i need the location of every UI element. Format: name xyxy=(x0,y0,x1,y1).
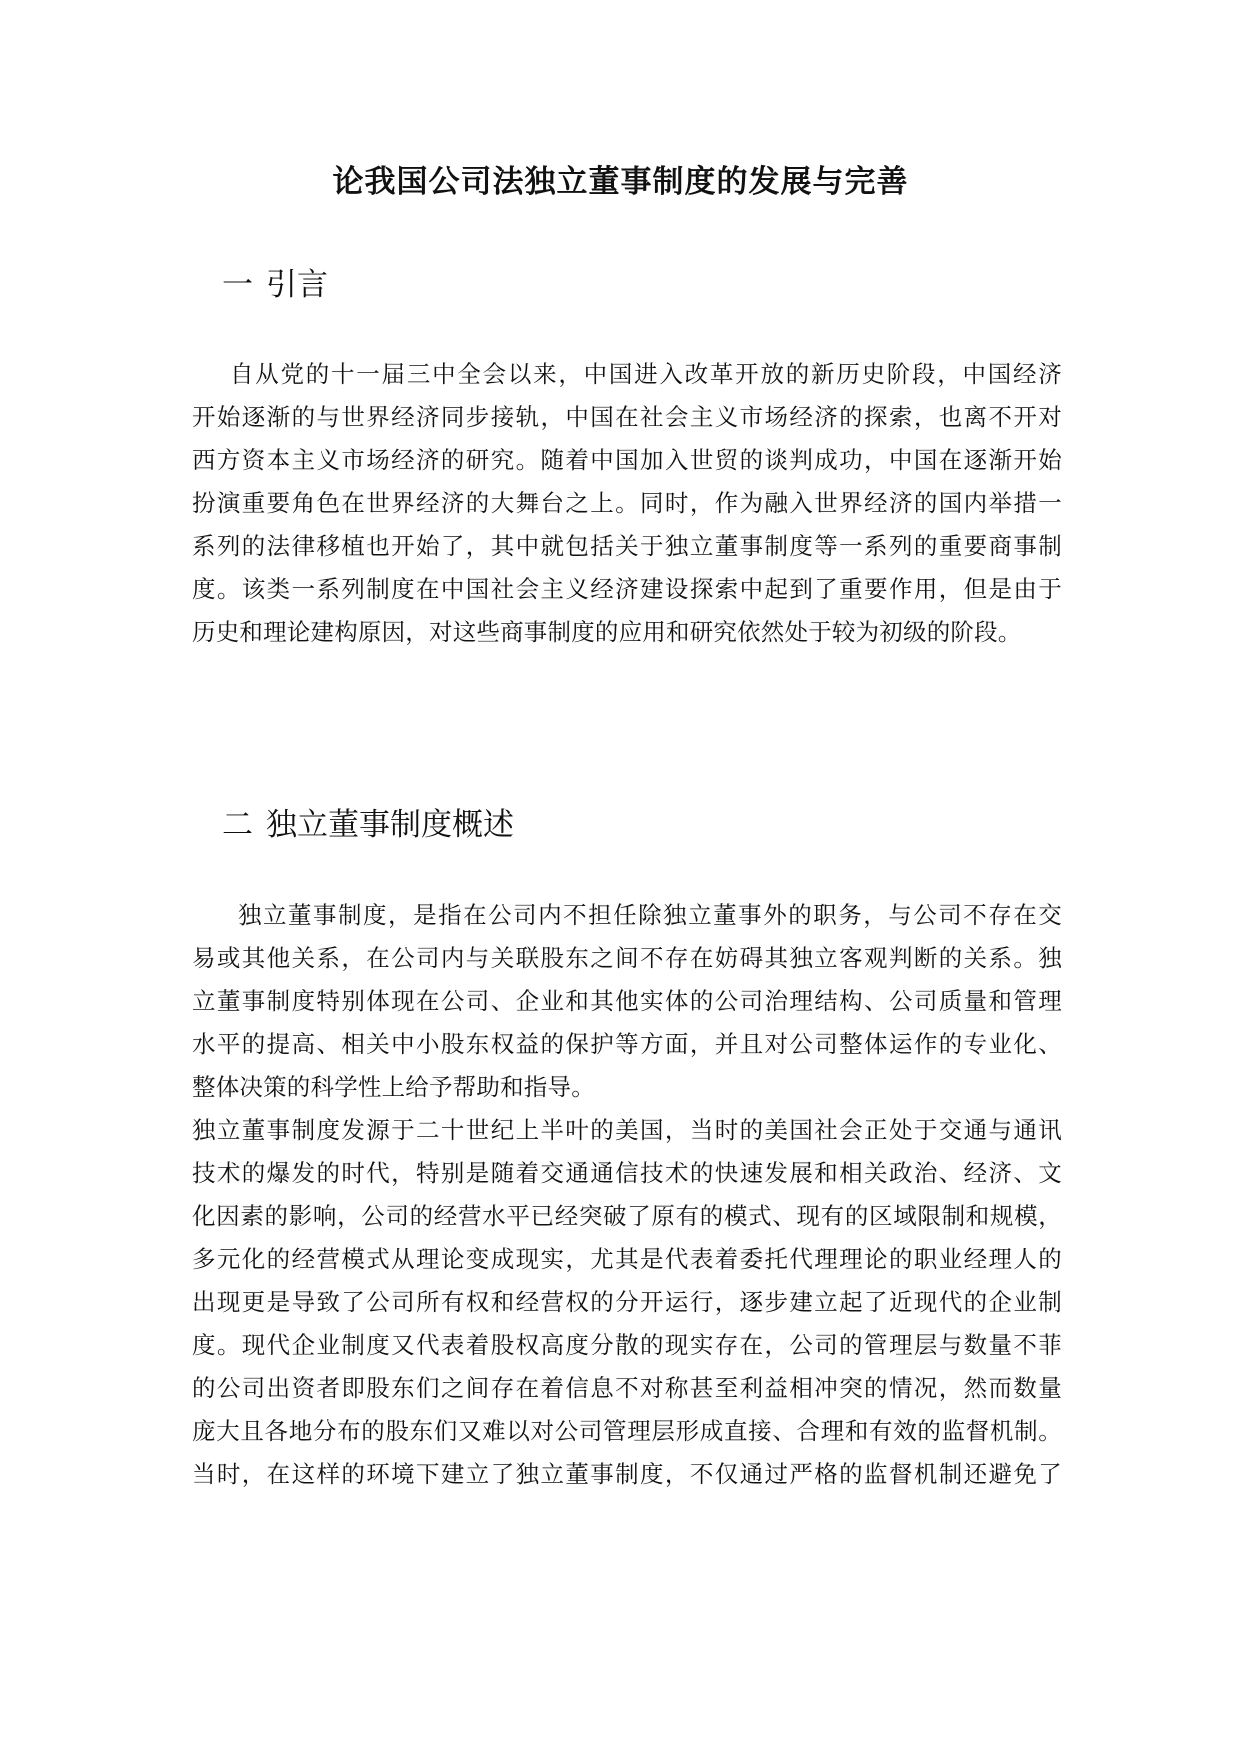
section-heading-text: 引言 xyxy=(266,267,328,303)
paragraph-line: 度。该类一系列制度在中国社会主义经济建设探索中起到了重要作用，但是由于 xyxy=(192,575,1062,603)
paragraph-line: 当时，在这样的环境下建立了独立董事制度，不仅通过严格的监督机制还避免了 xyxy=(192,1460,1062,1488)
section-number: 二 xyxy=(222,807,253,843)
paragraph-line: 立董事制度特别体现在公司、企业和其他实体的公司治理结构、公司质量和管理 xyxy=(192,987,1062,1015)
paragraph-line: 水平的提高、相关中小股东权益的保护等方面，并且对公司整体运作的专业化、 xyxy=(192,1030,1062,1058)
paragraph-line: 西方资本主义市场经济的研究。随着中国加入世贸的谈判成功，中国在逐渐开始 xyxy=(192,446,1062,474)
paragraph-line: 系列的法律移植也开始了，其中就包括关于独立董事制度等一系列的重要商事制 xyxy=(192,532,1062,560)
paragraph-line: 历史和理论建构原因，对这些商事制度的应用和研究依然处于较为初级的阶段。 xyxy=(192,618,1022,646)
document-title: 论我国公司法独立董事制度的发展与完善 xyxy=(332,164,909,200)
paragraph-line: 技术的爆发的时代，特别是随着交通通信技术的快速发展和相关政治、经济、文 xyxy=(192,1159,1062,1187)
paragraph-line: 易或其他关系，在公司内与关联股东之间不存在妨碍其独立客观判断的关系。独 xyxy=(192,944,1062,972)
paragraph-line: 多元化的经营模式从理论变成现实，尤其是代表着委托代理理论的职业经理人的 xyxy=(192,1245,1062,1273)
paragraph-line: 扮演重要角色在世界经济的大舞台之上。同时，作为融入世界经济的国内举措一 xyxy=(192,489,1062,517)
paragraph-line: 庞大且各地分布的股东们又难以对公司管理层形成直接、合理和有效的监督机制。 xyxy=(192,1417,1062,1445)
paragraph-line: 独立董事制度发源于二十世纪上半叶的美国，当时的美国社会正处于交通与通讯 xyxy=(192,1116,1062,1144)
section-body-introduction xyxy=(192,353,1062,654)
section-number: 一 xyxy=(222,267,253,303)
paragraph-line: 独立董事制度，是指在公司内不担任除独立董事外的职务，与公司不存在交 xyxy=(238,901,1062,929)
paragraph-line: 度。现代企业制度又代表着股权高度分散的现实存在，公司的管理层与数量不菲 xyxy=(192,1331,1062,1359)
paragraph-line: 整体决策的科学性上给予帮助和指导。 xyxy=(192,1073,595,1101)
section-heading-overview xyxy=(222,803,514,847)
paragraph-line: 的公司出资者即股东们之间存在着信息不对称甚至利益相冲突的情况，然而数量 xyxy=(192,1374,1062,1402)
section-body-overview xyxy=(192,894,1062,1496)
section-heading-introduction xyxy=(222,263,328,307)
paragraph-line: 开始逐渐的与世界经济同步接轨，中国在社会主义市场经济的探索，也离不开对 xyxy=(192,403,1062,431)
paragraph-line: 化因素的影响，公司的经营水平已经突破了原有的模式、现有的区域限制和规模， xyxy=(192,1202,1062,1230)
paragraph-line: 出现更是导致了公司所有权和经营权的分开运行，逐步建立起了近现代的企业制 xyxy=(192,1288,1062,1316)
section-heading-text: 独立董事制度概述 xyxy=(266,807,514,843)
paragraph-line: 自从党的十一届三中全会以来，中国进入改革开放的新历史阶段，中国经济 xyxy=(230,360,1062,388)
